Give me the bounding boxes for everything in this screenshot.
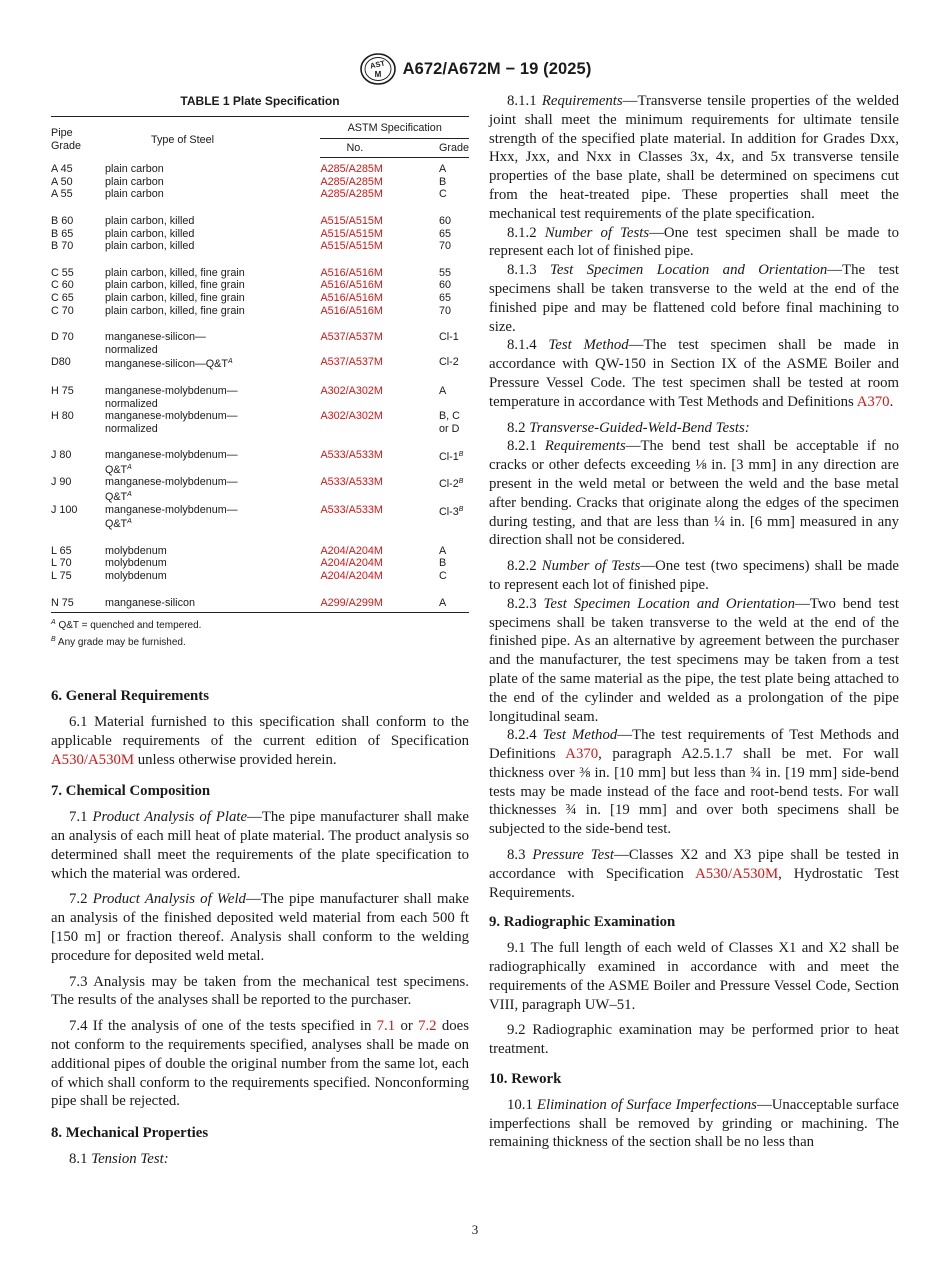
para-8-1-2: 8.1.2 Number of Tests—One test specimen shall be made to represent each lot of finished pipe. [489, 224, 899, 260]
cell-type-of-steel: plain carbon, killed, fine grain [104, 291, 245, 304]
para-8-3: 8.3 Pressure Test—Classes X2 and X3 pipe shall be tested in accordance with Specification A530/A530M, Hydrostatic Test Requirements. [489, 847, 900, 901]
cell-astm-no-link[interactable]: A515/A515M [320, 214, 383, 227]
cell-type-of-steel: plain carbon [104, 188, 164, 201]
cell-astm-no-link[interactable]: A537/A537M [320, 331, 383, 344]
right-column [489, 92, 899, 1152]
cell-grade: $Cl-3^B$ [438, 505, 464, 518]
cell-astm-no-link[interactable]: A516/A516M [320, 266, 383, 279]
cell-astm-no-link[interactable]: A302/A302M [320, 410, 383, 423]
cell-grade: 70 [438, 240, 451, 253]
cell-type-of-steel: plain carbon, killed, fine grain [104, 304, 245, 317]
cell-astm-no-link[interactable]: A515/A515M [320, 240, 383, 253]
cell-type-of-steel: plain carbon, killed [104, 227, 195, 240]
section-9-heading: 9. Radiographic Examination [489, 914, 676, 931]
cell-astm-no-link[interactable]: A516/A516M [320, 291, 383, 304]
cell-pipe-grade: B 60 [51, 214, 74, 227]
table-row [51, 158, 469, 176]
cell-grade: A [438, 384, 447, 397]
plate-specification-table [51, 116, 469, 613]
table-row [51, 240, 469, 253]
table-row [51, 531, 469, 558]
col-header-type: Type of Steel [105, 117, 321, 158]
cell-astm-no-link[interactable]: A533/A533M [320, 449, 383, 462]
cell-grade: 65 [438, 291, 451, 304]
cell-pipe-grade: H 80 [51, 410, 74, 423]
para-8-2-2: 8.2.2 Number of Tests—One test (two specimens) shall be made to represent each lot of finished pipe. [489, 558, 899, 593]
table-row [51, 371, 469, 410]
cell-pipe-grade: A 55 [51, 188, 73, 201]
cell-pipe-grade: J 80 [51, 449, 72, 462]
cell-type-of-steel: manganese-molybdenum— $Q\&T^A$ [104, 449, 238, 476]
cell-pipe-grade: N 75 [51, 583, 105, 613]
footnote-a: $^A$ Q&T = quenched and tempered. [51, 619, 202, 632]
cell-pipe-grade: D80 [51, 356, 71, 369]
cell-grade: B, C or D [438, 410, 460, 435]
para-8-1-1: 8.1.1 Requirements—Transverse tensile properties of the welded joint shall meet the minimum requirements for ultimate tensile strength of the specified plate material. In addition for Grades Dxx, Hxx, Jxx, and Nxx in Classes 3x, 4x, and 5x transverse tensile properties of the base plate, shall be determined on specimens cut from the heat-treated pipe. These properties shall meet the mechanical test requirements of the plate specification. [489, 93, 899, 222]
para-9-1: 9.1 The full length of each weld of Classes X1 and X2 shall be radiographically examined in accordance with and meet the requirements of the ASME Boiler and Pressure Vessel Code, Section VIII, paragraph UW–51. [489, 940, 899, 1013]
cell-grade: $Cl-1^B$ [438, 451, 464, 464]
col-header-astm: ASTM Specification [320, 117, 469, 139]
para-8-2-1: 8.2.1 Requirements—The bend test shall be acceptable if no cracks or other defects exceeding ⅛ in. [3 mm] in any direction are present in the weld metal or between the weld and the base metal after bending. Cracks that originate along the edges of the specimen during testing, and that are less than ¼ in. [6 mm] measured in any direction shall not be considered. [489, 438, 899, 549]
cell-grade: A [439, 583, 469, 613]
cell-type-of-steel: manganese-$silicon—Q\&T^A$ [104, 358, 233, 371]
cell-astm-no-link[interactable]: A285/A285M [320, 163, 383, 176]
table-row [51, 305, 469, 318]
cell-grade: C [438, 188, 447, 201]
cell-type-of-steel: plain carbon [104, 175, 164, 188]
section-6-heading: 6. General Requirements [51, 688, 209, 705]
link-a370-2[interactable]: A370 [565, 746, 599, 763]
cell-type-of-steel: plain carbon, killed, fine grain [104, 266, 245, 279]
svg-text:M: M [374, 70, 381, 79]
cell-type-of-steel: plain carbon, killed, fine grain [104, 279, 245, 292]
table-row [51, 292, 469, 305]
para-10-1: 10.1 Elimination of Surface Imperfections—Unacceptable surface imperfections shall be removed by grinding or machining. The remaining thickness of the section shall be no less than [489, 1096, 899, 1151]
cell-pipe-grade: J 100 [51, 503, 78, 516]
document-id: A672/A672M − 19 (2025) [402, 59, 592, 78]
cell-grade: B [438, 175, 447, 188]
cell-pipe-grade: B 65 [51, 227, 74, 240]
cell-type-of-steel: manganese-molybdenum— $Q\&T^A$ [104, 503, 238, 531]
para-8-2-4: 8.2.4 Test Method—The test requirements of Test Methods and Definitions A370, paragraph A2.5.1.7 shall be met. For wall thickness over ⅜ in. [10 mm] but less than ¾ in. [19 mm] side-bend tests may be made instead of the face and root-bend tests. For wall thicknesses ¾ in. [19 mm] and over both specimens shall be subjected to the side-bend test. [489, 727, 899, 838]
para-7-3: 7.3 Analysis may be taken from the mechanical test specimens. The results of the analyses shall be reported to the purchaser. [51, 973, 469, 1009]
cell-pipe-grade: J 90 [51, 476, 72, 489]
cell-type-of-steel: molybdenum [104, 544, 167, 557]
cell-grade: B [438, 557, 447, 570]
cell-pipe-grade: C 70 [51, 304, 74, 317]
table-row [51, 188, 469, 201]
cell-astm-no-link[interactable]: A533/A533M [320, 476, 383, 489]
cell-pipe-grade: A 45 [51, 162, 73, 175]
cell-type-of-steel: manganese-molybdenum— normalized [104, 384, 238, 410]
cell-pipe-grade: B 70 [51, 240, 74, 253]
cell-grade: $Cl-2^B$ [438, 478, 464, 491]
table-row [51, 356, 469, 371]
section-7-heading: 7. Chemical Composition [51, 783, 211, 800]
table-row [51, 557, 469, 570]
para-7-2: 7.2 Product Analysis of Weld—The pipe manufacturer shall make an analysis of the finished deposited weld material from each 500 ft [150 m] or fraction thereof. Analysis shall conform to the welding procedure for deposited weld metal. [51, 891, 470, 964]
para-8-2: 8.2 Transverse-Guided-Weld-Bend Tests: [507, 419, 750, 436]
cell-astm-no-link[interactable]: A302/A302M [320, 384, 383, 397]
cell-grade: Cl-1 [438, 331, 459, 344]
para-9-2: 9.2 Radiographic examination may be performed prior to heat treatment. [489, 1022, 899, 1058]
cell-grade: A [438, 544, 447, 557]
cell-astm-no-link[interactable]: A533/A533M [320, 503, 383, 516]
col-header-no: No. [320, 138, 439, 158]
table-row [51, 435, 469, 476]
cell-astm-no-link[interactable]: A516/A516M [320, 304, 383, 317]
table-footnotes [51, 616, 469, 649]
cell-grade: 65 [438, 227, 451, 240]
table-row [51, 317, 469, 356]
cell-type-of-steel: molybdenum [104, 557, 167, 570]
table-row [51, 253, 469, 280]
left-column [51, 92, 469, 1169]
table-row [51, 476, 469, 503]
left-body-text [51, 687, 469, 1169]
section-8-heading: 8. Mechanical Properties [51, 1125, 209, 1142]
table-body [51, 158, 469, 613]
cell-type-of-steel: manganese-molybdenum— normalized [104, 410, 238, 435]
cell-pipe-grade: A 50 [51, 175, 73, 188]
cell-type-of-steel: molybdenum [104, 570, 167, 583]
para-8-1-3: 8.1.3 Test Specimen Location and Orientation—The test specimens shall be taken transverse to the weld at the end of the finished pipe and may be flattened cold before final machining to size. [489, 262, 899, 335]
para-7-1: 7.1 Product Analysis of Plate—The pipe manufacturer shall make an analysis of each mill heat of plate material. The product analysis so determined shall meet the requirements of the plate specification to which the material was ordered. [51, 809, 469, 882]
link-a530[interactable]: A530/A530M [51, 751, 135, 768]
cell-pipe-grade: C 65 [51, 291, 74, 304]
cell-astm-no-link[interactable]: A204/A204M [320, 544, 383, 557]
table-row [51, 279, 469, 292]
link-a530-2[interactable]: A530/A530M [695, 865, 779, 882]
table-row [51, 410, 469, 435]
cell-grade: Cl-2 [438, 356, 459, 369]
page-number: 3 [471, 1222, 479, 1237]
cell-astm-no-link[interactable]: A537/A537M [320, 356, 383, 369]
cell-type-of-steel: plain carbon, killed [104, 240, 195, 253]
cell-pipe-grade: H 75 [51, 384, 74, 397]
cell-grade: C [438, 570, 447, 583]
cell-pipe-grade: C 55 [51, 266, 74, 279]
cell-pipe-grade: D 70 [51, 331, 74, 344]
cell-grade: 55 [438, 266, 451, 279]
table-row [51, 176, 469, 189]
para-7-4: 7.4 If the analysis of one of the tests specified in 7.1 or 7.2 does not conform to the requirements specified, analyses shall be made on additional pipes of double the original number from the same lot, each of which shall conform to the requirements specified. Nonconforming pipe shall be rejected. [51, 1018, 469, 1110]
table-title: TABLE 1 Plate Specification [180, 94, 340, 108]
footnote-b: $^B$ Any grade may be furnished. [51, 635, 186, 648]
svg-text:AST: AST [368, 58, 386, 71]
cell-pipe-grade: L 65 [51, 544, 72, 557]
link-a370[interactable]: A370 [856, 393, 890, 410]
astm-logo-icon [359, 52, 397, 86]
cell-type-of-steel: manganese-molybdenum— $Q\&T^A$ [104, 476, 238, 504]
cell-type-of-steel: manganese-silicon [105, 583, 321, 613]
cell-pipe-grade: L 70 [51, 557, 72, 570]
cell-grade: 60 [438, 214, 451, 227]
table-row [51, 201, 469, 228]
para-6-1: 6.1 Material furnished to this specification shall conform to the applicable requirements of the current edition of Specification A530/A530M unless otherwise provided herein. [51, 714, 469, 768]
cell-pipe-grade: L 75 [51, 570, 72, 583]
cell-astm-no-link[interactable]: A204/A204M [320, 557, 383, 570]
table-row [51, 504, 469, 531]
section-10-heading: 10. Rework [489, 1071, 562, 1088]
para-8-1-4: 8.1.4 Test Method—The test specimen shall be made in accordance with QW-150 in Section IX of the ASME Boiler and Pressure Vessel Code. The test specimen shall be tested at room temperature in accordance with Test Methods and Definitions A370. [489, 337, 899, 410]
cell-type-of-steel: manganese-silicon— normalized [104, 331, 206, 356]
link-7-1[interactable]: 7.1 [376, 1018, 396, 1035]
para-8-2-3: 8.2.3 Test Specimen Location and Orientation—Two bend test specimens shall be taken transverse to the weld at the end of the finished pipe. As an alternative by agreement between the purchaser and the manufacturer, the test specimens may be taken from a test plate of the same material as the pipe, the test plate being attached to the end of the cylinder and welded as a prolongation of the pipe longitudinal seam. [489, 595, 899, 725]
cell-type-of-steel: plain carbon [104, 162, 164, 175]
cell-type-of-steel: plain carbon, killed [104, 214, 195, 227]
cell-grade: A [438, 163, 447, 176]
cell-astm-no-link[interactable]: A285/A285M [320, 188, 383, 201]
col-header-grade: Grade [439, 138, 469, 158]
cell-astm-no-link[interactable]: A285/A285M [320, 175, 383, 188]
cell-grade: 70 [438, 304, 451, 317]
cell-astm-no-link[interactable]: A299/A299M [320, 583, 439, 613]
cell-astm-no-link[interactable]: A204/A204M [320, 570, 383, 583]
cell-pipe-grade: C 60 [51, 279, 74, 292]
cell-astm-no-link[interactable]: A516/A516M [320, 279, 383, 292]
col-header-pipe-grade: Pipe Grade [51, 117, 105, 158]
page-header [0, 52, 950, 91]
cell-astm-no-link[interactable]: A515/A515M [320, 227, 383, 240]
table-row [51, 228, 469, 241]
link-7-2[interactable]: 7.2 [418, 1018, 437, 1035]
table-row [51, 583, 469, 613]
table-row [51, 570, 469, 583]
cell-grade: 60 [438, 279, 451, 292]
para-8-1: 8.1 Tension Test: [69, 1150, 169, 1167]
